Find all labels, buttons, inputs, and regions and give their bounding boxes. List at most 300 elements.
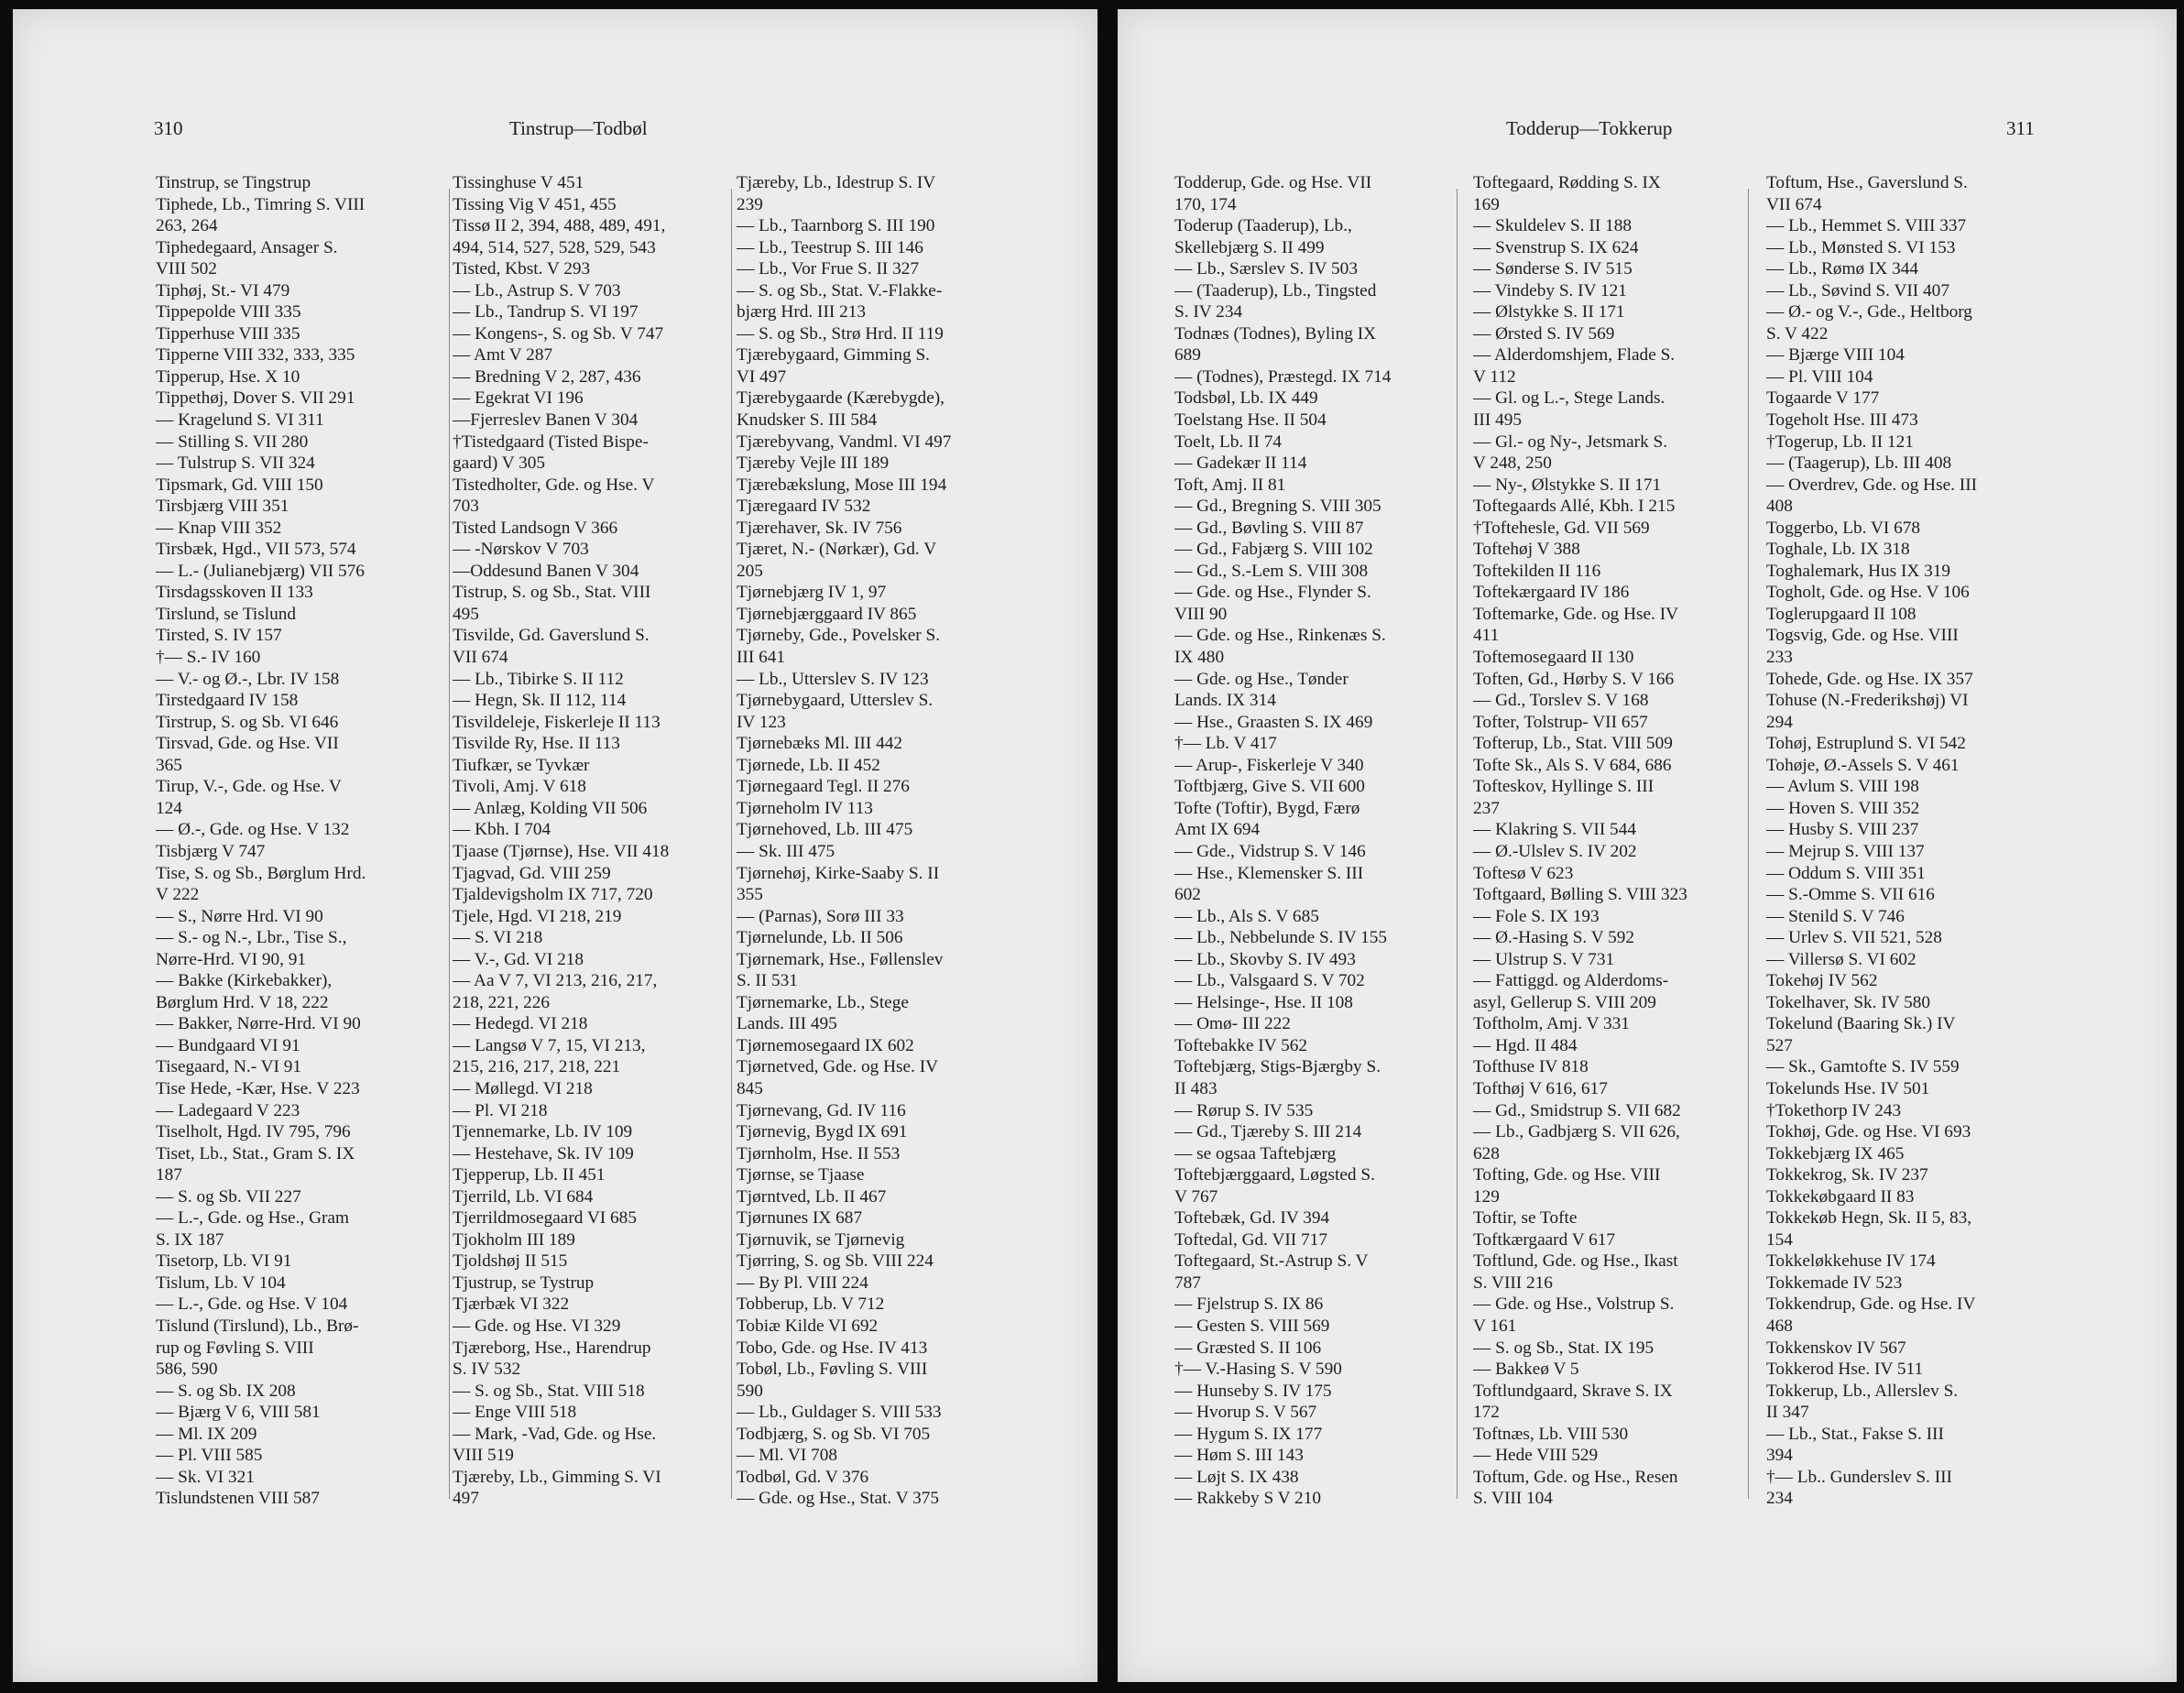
index-line: Toftir, se Tofte (1473, 1208, 1578, 1229)
index-line: — Avlum S. VIII 198 (1766, 777, 1919, 797)
index-line: Tohede, Gde. og Hse. IX 357 (1766, 669, 1973, 689)
index-line: — Mejrup S. VIII 137 (1766, 841, 1925, 861)
index-line: Tislundstenen VIII 587 (156, 1489, 320, 1509)
index-line: — L.- (Julianebjærg) VII 576 (156, 561, 365, 581)
index-line: — Gd., Smidstrup S. VII 682 (1473, 1100, 1681, 1120)
index-line: Tjæret, N.- (Nørkær), Gd. V (737, 540, 937, 560)
index-line: Toften, Gd., Hørby S. V 166 (1473, 669, 1675, 689)
index-line: — (Todnes), Præstegd. IX 714 (1174, 366, 1392, 387)
index-line: Toftebjærggaard, Løgsted S. (1174, 1165, 1375, 1185)
index-line: †Togerup, Lb. II 121 (1766, 431, 1914, 452)
index-line: 497 (453, 1489, 479, 1509)
index-line: Todnæs (Todnes), Byling IX (1174, 323, 1377, 344)
index-line: — Ø.-Hasing S. V 592 (1473, 928, 1635, 948)
index-line: Todbjærg, S. og Sb. VI 705 (737, 1424, 931, 1444)
index-line: — Kbh. I 704 (453, 820, 551, 840)
index-line: — Ølstykke S. II 171 (1473, 302, 1625, 322)
index-line: — Hoven S. VIII 352 (1766, 798, 1920, 818)
index-line: 527 (1766, 1035, 1793, 1055)
index-line: †Tistedgaard (Tisted Bispe- (453, 431, 649, 452)
index-line: — Lb., Hemmet S. VIII 337 (1766, 216, 1967, 236)
index-line: Toftegaard, St.-Astrup S. V (1174, 1251, 1369, 1272)
index-line: Tiphedegaard, Ansager S. (156, 237, 338, 257)
index-line: Toftekærgaard IV 186 (1473, 583, 1630, 603)
index-line: 586, 590 (156, 1360, 218, 1380)
index-line: — Lb., Tandrup S. VI 197 (453, 302, 639, 322)
index-line: Tjærebyvang, Vandml. VI 497 (737, 431, 952, 452)
index-line: — Lb., Guldager S. VIII 533 (737, 1403, 942, 1423)
running-head-left: Tinstrup—Todbøl (509, 117, 648, 139)
index-line: 590 (737, 1381, 763, 1401)
index-line: — Lb., Særslev S. IV 503 (1174, 259, 1358, 279)
index-line: Tokkekøbgaard II 83 (1766, 1186, 1915, 1207)
index-line: II 347 (1766, 1403, 1809, 1423)
index-line: Tofterup, Lb., Stat. VIII 509 (1473, 734, 1673, 754)
index-line: —Fjerreslev Banen V 304 (453, 410, 639, 431)
index-line: — S.- og N.-, Lbr., Tise S., (156, 928, 347, 948)
index-line: Tirsbjærg VIII 351 (156, 497, 289, 517)
index-line: Toftedal, Gd. VII 717 (1174, 1229, 1327, 1250)
index-line: rup og Føvling S. VIII (156, 1338, 314, 1358)
index-line: Tippethøj, Dover S. VII 291 (156, 388, 355, 409)
index-line: — Gde. og Hse., Volstrup S. (1473, 1294, 1675, 1315)
index-line: †— S.- IV 160 (156, 648, 261, 668)
index-line: Tjærebygaarde (Kærebygde), (737, 388, 945, 409)
index-line: Tipperup, Hse. X 10 (156, 366, 300, 387)
index-line: V 112 (1473, 366, 1516, 387)
index-line: — V.-, Gd. VI 218 (453, 949, 584, 969)
index-line: Tokehøj IV 562 (1766, 971, 1878, 991)
index-line: — L.-, Gde. og Hse. V 104 (156, 1294, 348, 1315)
index-line: — Gd., S.-Lem S. VIII 308 (1174, 561, 1369, 581)
index-line: — Lb., Als S. V 685 (1174, 906, 1319, 926)
index-line: Tislum, Lb. V 104 (156, 1272, 286, 1293)
index-line: Toelstang Hse. II 504 (1174, 410, 1327, 431)
index-line: Tobiæ Kilde VI 692 (737, 1316, 879, 1336)
index-line: — Kragelund S. VI 311 (156, 410, 324, 431)
index-line: Tjørnevig, Bygd IX 691 (737, 1122, 908, 1142)
index-line: 355 (737, 885, 763, 905)
index-line: Tjørnede, Lb. II 452 (737, 755, 880, 775)
index-line: Tobberup, Lb. V 712 (737, 1294, 885, 1315)
index-line: Tokkebjærg IX 465 (1766, 1143, 1905, 1163)
index-line: Tipperne VIII 332, 333, 335 (156, 345, 355, 366)
index-line: — Aa V 7, VI 213, 216, 217, (453, 971, 658, 991)
index-line: Tirsted, S. IV 157 (156, 626, 282, 646)
index-line: Toglerupgaard II 108 (1766, 604, 1916, 624)
index-line: Tofte Sk., Als S. V 684, 686 (1473, 755, 1672, 775)
index-line: Todderup, Gde. og Hse. VII (1174, 173, 1372, 192)
index-line: Tokelund (Baaring Sk.) IV (1766, 1014, 1956, 1034)
index-line: Tiufkær, se Tyvkær (453, 755, 590, 775)
index-line: Toftlund, Gde. og Hse., Ikast (1473, 1251, 1678, 1272)
index-line: Tokkerup, Lb., Allerslev S. (1766, 1381, 1959, 1401)
column-rule (1748, 189, 1749, 1499)
index-line: Børglum Hrd. V 18, 222 (156, 992, 329, 1012)
index-line: — Amt V 287 (453, 345, 553, 366)
index-line: Tokelhaver, Sk. IV 580 (1766, 992, 1931, 1012)
index-line: Toftebakke IV 562 (1174, 1035, 1308, 1055)
index-line: Togeholt Hse. III 473 (1766, 410, 1918, 431)
index-line: Tisvilde, Gd. Gaverslund S. (453, 626, 650, 646)
index-line: 154 (1766, 1229, 1793, 1250)
index-line: — Villersø S. VI 602 (1766, 949, 1916, 969)
index-line: 215, 216, 217, 218, 221 (453, 1057, 621, 1077)
index-line: Tjørnemark, Hse., Føllenslev (737, 949, 944, 969)
index-line: — Tulstrup S. VII 324 (156, 453, 315, 474)
index-line: Tirsbæk, Hgd., VII 573, 574 (156, 540, 356, 560)
index-line: — Bjærg V 6, VIII 581 (156, 1403, 321, 1423)
index-line: Tjæregaard IV 532 (737, 497, 871, 517)
index-line: Tjæreborg, Hse., Harendrup (453, 1338, 651, 1358)
index-line: Tokhøj, Gde. og Hse. VI 693 (1766, 1122, 1971, 1142)
index-line: — Hse., Graasten S. IX 469 (1174, 712, 1373, 732)
index-line: Tjæreby, Lb., Gimming S. VI (453, 1467, 661, 1487)
index-line: Tjennemarke, Lb. IV 109 (453, 1122, 633, 1142)
page-number-right: 311 (2006, 117, 2035, 139)
index-line: — S., Nørre Hrd. VI 90 (156, 906, 323, 926)
index-line: Toftlundgaard, Skrave S. IX (1473, 1381, 1673, 1401)
index-line: bjærg Hrd. III 213 (737, 302, 867, 322)
index-line: 845 (737, 1078, 763, 1098)
index-line: — Mark, -Vad, Gde. og Hse. (453, 1424, 657, 1444)
index-line: Tipperhuse VIII 335 (156, 323, 300, 344)
index-line: Toftgaard, Bølling S. VIII 323 (1473, 885, 1687, 905)
index-line: 187 (156, 1165, 182, 1185)
index-line: Tjaase (Tjørnse), Hse. VII 418 (453, 841, 670, 861)
index-line: asyl, Gellerup S. VIII 209 (1473, 992, 1656, 1012)
index-line: Tohøj, Estruplund S. VI 542 (1766, 734, 1966, 754)
index-line: Toftum, Hse., Gaverslund S. (1766, 173, 1968, 192)
index-line: Tjokholm III 189 (453, 1229, 575, 1250)
index-line: Tjørnuvik, se Tjørnevig (737, 1229, 905, 1250)
index-line: Tjaldevigsholm IX 717, 720 (453, 885, 653, 905)
index-line: V 767 (1174, 1186, 1218, 1207)
index-line: gaard) V 305 (453, 453, 546, 474)
index-line: Toft, Amj. II 81 (1174, 475, 1286, 495)
index-line: Tofteskov, Hyllinge S. III (1473, 777, 1654, 797)
index-line: 703 (453, 497, 479, 517)
index-line: — Ml. IX 209 (156, 1424, 257, 1444)
index-line: Tisetorp, Lb. VI 91 (156, 1251, 292, 1272)
index-line: — Bjærge VIII 104 (1766, 345, 1905, 366)
index-line: III 641 (737, 648, 786, 668)
index-line: — Pl. VI 218 (453, 1100, 548, 1120)
index-line: — Ø.- og V.-, Gde., Heltborg (1766, 302, 1972, 322)
index-line: Tohuse (N.-Frederikshøj) VI (1766, 691, 1969, 711)
index-line: Tjepperup, Lb. II 451 (453, 1165, 606, 1185)
index-line: — Hegn, Sk. II 112, 114 (453, 691, 627, 711)
index-line: Toftebæk, Gd. IV 394 (1174, 1208, 1330, 1229)
index-line: — Klakring S. VII 544 (1473, 820, 1636, 840)
index-line: — Lb., Teestrup S. III 146 (737, 237, 923, 257)
index-line: 170, 174 (1174, 194, 1237, 214)
index-line: 239 (737, 194, 763, 214)
index-line: V 222 (156, 885, 200, 905)
index-line: 263, 264 (156, 216, 218, 236)
index-line: — Bakker, Nørre-Hrd. VI 90 (156, 1014, 361, 1034)
index-line: — Gd., Bøvling S. VIII 87 (1174, 518, 1364, 538)
index-line: Tissing Vig V 451, 455 (453, 194, 617, 214)
index-line: — Knap VIII 352 (156, 518, 282, 538)
left-page (13, 9, 1097, 1682)
index-line: — Ø.-Ulslev S. IV 202 (1473, 841, 1637, 861)
index-line: IV 123 (737, 712, 786, 732)
page-number-left: 310 (154, 117, 183, 139)
index-line: Tinstrup, se Tingstrup (156, 173, 311, 192)
index-line: VII 674 (1766, 194, 1822, 214)
index-line: — Lb., Taarnborg S. III 190 (737, 216, 935, 236)
index-line: Tisted, Kbst. V 293 (453, 259, 591, 279)
index-line: S. IX 187 (156, 1229, 224, 1250)
index-line: — S. og Sb., Strø Hrd. II 119 (737, 323, 944, 344)
index-line: Tokkekøb Hegn, Sk. II 5, 83, (1766, 1208, 1972, 1229)
index-line: — Gde. og Hse. VI 329 (453, 1316, 621, 1336)
index-line: Toftehøj V 388 (1473, 540, 1580, 560)
index-line: Tjørnebjærggaard IV 865 (737, 604, 917, 624)
index-line: VIII 90 (1174, 604, 1228, 624)
index-line: S. IV 234 (1174, 302, 1243, 322)
index-line: — Urlev S. VII 521, 528 (1766, 928, 1942, 948)
index-line: Tjørnehoved, Lb. III 475 (737, 820, 913, 840)
index-line: — Skuldelev S. II 188 (1473, 216, 1632, 236)
index-line: Toelt, Lb. II 74 (1174, 431, 1282, 452)
index-line: — Pl. VIII 104 (1766, 366, 1873, 387)
index-line: — Gde. og Hse., Flynder S. (1174, 583, 1371, 603)
index-line: — Lb., Astrup S. V 703 (453, 280, 621, 300)
index-line: Tobo, Gde. og Hse. IV 413 (737, 1338, 928, 1358)
index-line: — Sønderse S. IV 515 (1473, 259, 1633, 279)
index-line: Toderup (Taaderup), Lb., (1174, 216, 1352, 236)
index-line: — Hestehave, Sk. IV 109 (453, 1143, 634, 1163)
index-line: 628 (1473, 1143, 1500, 1163)
index-line: — Alderdomshjem, Flade S. (1473, 345, 1676, 366)
index-line: Tjørnegaard Tegl. II 276 (737, 777, 910, 797)
index-line: Tirstrup, S. og Sb. VI 646 (156, 712, 339, 732)
index-line: 172 (1473, 1403, 1500, 1423)
index-line: V 161 (1473, 1316, 1517, 1336)
index-line: 787 (1174, 1272, 1201, 1293)
index-line: Tokelunds Hse. IV 501 (1766, 1078, 1930, 1098)
index-line: Tjørnehøj, Kirke-Saaby S. II (737, 863, 940, 883)
index-line: — Bredning V 2, 287, 436 (453, 366, 641, 387)
index-line: Tjørnelunde, Lb. II 506 (737, 928, 903, 948)
index-line: Tjoldshøj II 515 (453, 1251, 568, 1272)
index-column (1174, 172, 1453, 1510)
index-line: Tjæreby, Lb., Idestrup S. IV (737, 173, 936, 192)
index-line: Tjørring, S. og Sb. VIII 224 (737, 1251, 934, 1272)
index-line: Tjerrildmosegaard VI 685 (453, 1208, 637, 1229)
index-line: †Toftehesle, Gd. VII 569 (1473, 518, 1650, 538)
index-line: — Rakkeby S V 210 (1174, 1489, 1321, 1509)
index-line: — (Parnas), Sorø III 33 (737, 906, 904, 926)
index-line: Tippepolde VIII 335 (156, 302, 301, 322)
index-line: Tjele, Hgd. VI 218, 219 (453, 906, 622, 926)
index-line: Toghale, Lb. IX 318 (1766, 540, 1910, 560)
index-line: — Gde. og Hse., Rinkenæs S. (1174, 626, 1386, 646)
index-line: Togholt, Gde. og Hse. V 106 (1766, 583, 1970, 603)
index-line: Tohøje, Ø.-Assels S. V 461 (1766, 755, 1960, 775)
index-line: — Stilling S. VII 280 (156, 431, 309, 452)
index-line: — Langsø V 7, 15, VI 213, (453, 1035, 646, 1055)
index-line: Tisbjærg V 747 (156, 841, 266, 861)
index-line: — (Taagerup), Lb. III 408 (1766, 453, 1952, 474)
index-line: Tjørneholm IV 113 (737, 798, 873, 818)
index-line: Toftegaards Allé, Kbh. I 215 (1473, 497, 1676, 517)
index-line: Tistrup, S. og Sb., Stat. VIII (453, 583, 651, 603)
index-line: Tirstedgaard IV 158 (156, 691, 299, 711)
index-line: Tivoli, Amj. V 618 (453, 777, 586, 797)
index-line: Knudsker S. III 584 (737, 410, 878, 431)
index-column (1473, 172, 1744, 1510)
index-line: — Møllegd. VI 218 (453, 1078, 593, 1098)
index-line: Tjørnemosegaard IX 602 (737, 1035, 914, 1055)
index-line: Skellebjærg S. II 499 (1174, 237, 1325, 257)
index-line: — (Taaderup), Lb., Tingsted (1174, 280, 1377, 300)
index-line: Tirsdagsskoven II 133 (156, 583, 313, 603)
index-line: Tise Hede, -Kær, Hse. V 223 (156, 1078, 360, 1098)
index-line: — Omø- III 222 (1174, 1014, 1291, 1034)
index-line: — Arup-, Fiskerleje V 340 (1174, 755, 1364, 775)
index-line: — Gl. og L.-, Stege Lands. (1473, 388, 1665, 409)
index-line: 495 (453, 604, 479, 624)
index-line: Tokkendrup, Gde. og Hse. IV (1766, 1294, 1976, 1315)
index-line: Tirsvad, Gde. og Hse. VII (156, 734, 339, 754)
index-line: — Lb., Søvind S. VII 407 (1766, 280, 1949, 300)
index-line: — Bakke (Kirkebakker), (156, 971, 333, 991)
index-line: — Græsted S. II 106 (1174, 1338, 1322, 1358)
index-line: Toftemosegaard II 130 (1473, 648, 1634, 668)
index-line: Tirslund, se Tislund (156, 604, 297, 624)
index-line: — Løjt S. IX 438 (1174, 1467, 1299, 1487)
index-line: — Bundgaard VI 91 (156, 1035, 300, 1055)
index-line: — S.-Omme S. VII 616 (1766, 885, 1935, 905)
index-line: 411 (1473, 626, 1500, 646)
index-line: — Lb., Stat., Fakse S. III (1766, 1424, 1944, 1444)
index-line: Togaarde V 177 (1766, 388, 1880, 409)
index-line: — Lb., Skovby S. IV 493 (1174, 949, 1356, 969)
index-line: S. IV 532 (453, 1360, 521, 1380)
index-line: Tisted Landsogn V 366 (453, 518, 618, 538)
index-line: 365 (156, 755, 182, 775)
index-line: Tjærehaver, Sk. IV 756 (737, 518, 902, 538)
index-line: — Sk. VI 321 (156, 1467, 255, 1487)
index-line: Tokkeløkkehuse IV 174 (1766, 1251, 1936, 1272)
index-line: Tjørnunes IX 687 (737, 1208, 863, 1229)
index-line: Tofter, Tolstrup- VII 657 (1473, 712, 1648, 732)
index-line: Toftnæs, Lb. VIII 530 (1473, 1424, 1629, 1444)
index-line: VII 674 (453, 648, 508, 668)
index-line: Tisvilde Ry, Hse. II 113 (453, 734, 620, 754)
index-line: 169 (1473, 194, 1500, 214)
index-line: Toftum, Gde. og Hse., Resen (1473, 1467, 1678, 1487)
index-line: Toftekilden II 116 (1473, 561, 1601, 581)
index-line: Tjærebækslung, Mose III 194 (737, 475, 947, 495)
index-line: Tjørnholm, Hse. II 553 (737, 1143, 901, 1163)
index-line: — Fole S. IX 193 (1473, 906, 1600, 926)
index-line: S. VIII 104 (1473, 1489, 1553, 1509)
index-line: 234 (1766, 1489, 1793, 1509)
index-line: Tofte (Toftir), Bygd, Færø (1174, 798, 1360, 818)
index-line: S. V 422 (1766, 323, 1829, 344)
index-line: — Hygum S. IX 177 (1174, 1424, 1323, 1444)
index-line: — Ladegaard V 223 (156, 1100, 300, 1120)
index-line: 394 (1766, 1446, 1793, 1466)
index-line: — Ø.-, Gde. og Hse. V 132 (156, 820, 350, 840)
index-line: 689 (1174, 345, 1201, 366)
index-line: — se ogsaa Taftebjærg (1174, 1143, 1337, 1163)
index-line: — Sk. III 475 (737, 841, 835, 861)
index-line: — Vindeby S. IV 121 (1473, 280, 1627, 300)
index-line: — Pl. VIII 585 (156, 1446, 263, 1466)
column-rule (449, 189, 450, 1499)
index-line: — -Nørskov V 703 (453, 540, 589, 560)
index-line: Lands. IX 314 (1174, 691, 1276, 711)
index-line: Tobøl, Lb., Føvling S. VIII (737, 1360, 928, 1380)
index-line: — S. og Sb., Stat. VIII 518 (453, 1381, 645, 1401)
index-line: — L.-, Gde. og Hse., Gram (156, 1208, 349, 1229)
index-line: Tofthøj V 616, 617 (1473, 1078, 1608, 1098)
index-line: Tjørnemarke, Lb., Stege (737, 992, 909, 1012)
column-rule (1457, 189, 1458, 1499)
index-line: 124 (156, 798, 182, 818)
index-line: — Hede VIII 529 (1473, 1446, 1599, 1466)
index-line: — Høm S. III 143 (1174, 1446, 1304, 1466)
index-line: 468 (1766, 1316, 1793, 1336)
index-line: — Rørup S. IV 535 (1174, 1100, 1314, 1120)
running-head-right: Todderup—Tokkerup (1506, 117, 1673, 139)
index-line: — S. VI 218 (453, 928, 543, 948)
index-line: — Gde. og Hse., Tønder (1174, 669, 1349, 689)
index-line: — Hse., Klemensker S. III (1174, 863, 1364, 883)
index-line: VIII 519 (453, 1446, 514, 1466)
index-line: Lands. III 495 (737, 1014, 837, 1034)
index-line: 237 (1473, 798, 1500, 818)
index-line: Toghalemark, Hus IX 319 (1766, 561, 1951, 581)
index-line: Tjørnebygaard, Utterslev S. (737, 691, 934, 711)
index-line: Tisegaard, N.- VI 91 (156, 1057, 302, 1077)
index-line: Tiset, Lb., Stat., Gram S. IX (156, 1143, 355, 1163)
index-line: — Gadekær II 114 (1174, 453, 1307, 474)
index-line: Tjustrup, se Tystrup (453, 1272, 595, 1293)
index-column (737, 172, 1048, 1510)
index-column (156, 172, 442, 1510)
index-line: Toftbjærg, Give S. VII 600 (1174, 777, 1365, 797)
index-line: — Helsinge-, Hse. II 108 (1174, 992, 1353, 1012)
index-line: S. VIII 216 (1473, 1272, 1553, 1293)
index-line: Toggerbo, Lb. VI 678 (1766, 518, 1921, 538)
index-line: Tjørnevang, Gd. IV 116 (737, 1100, 906, 1120)
index-line: Toftesø V 623 (1473, 863, 1574, 883)
index-line: — Anlæg, Kolding VII 506 (453, 798, 648, 818)
index-line: †— V.-Hasing S. V 590 (1174, 1360, 1342, 1380)
index-line: — Gde., Vidstrup S. V 146 (1174, 841, 1366, 861)
index-line: Amt IX 694 (1174, 820, 1261, 840)
index-line: Tiselholt, Hgd. IV 795, 796 (156, 1122, 351, 1142)
index-line: — Hunseby S. IV 175 (1174, 1381, 1332, 1401)
index-line: Tjærbæk VI 322 (453, 1294, 570, 1315)
index-line: S. II 531 (737, 971, 798, 991)
index-line: — Enge VIII 518 (453, 1403, 577, 1423)
index-line: — Lb., Valsgaard S. V 702 (1174, 971, 1365, 991)
index-line: 294 (1766, 712, 1793, 732)
index-line: — Ny-, Ølstykke S. II 171 (1473, 475, 1662, 495)
index-line: IX 480 (1174, 648, 1225, 668)
index-line: — Lb., Vor Frue S. II 327 (737, 259, 920, 279)
index-line: — Lb., Tibirke S. II 112 (453, 669, 624, 689)
index-line: 494, 514, 527, 528, 529, 543 (453, 237, 656, 257)
index-line: — Ørsted S. IV 569 (1473, 323, 1615, 344)
